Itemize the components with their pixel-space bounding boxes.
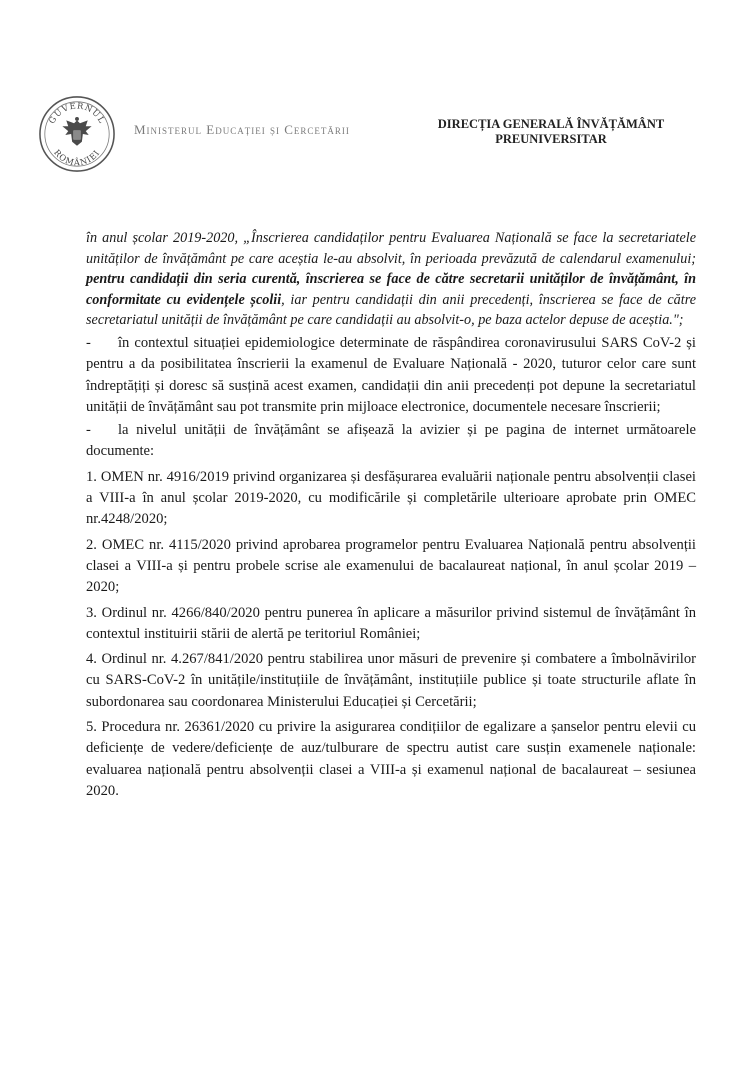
quote-text-1: în anul școlar 2019-2020, „Înscrierea candidaților pentru Evaluarea Națională se face la secretariatele unităților de învățământ pe care aceștia le-au absolvit, în perioada prevăzută de calendarul examenului; (86, 230, 696, 267)
bullet-text-1: în contextul situației epidemiologice determinate de răspândirea coronavirusului SARS CoV-2 și pentru a da posibilitatea înscrierii la examenul de Evaluare Națională - 2020, tuturor celor care sunt îndreptățiți și doresc să susțină acest examen, candidații din anii precedenți pot depune la secretariatul unității de învățământ sau pot transmite prin mijloace electronice, documentele necesare înscrierii; (86, 334, 696, 415)
bullet-item-2 (86, 420, 696, 463)
document-list-item-2: 2. OMEC nr. 4115/2020 privind aprobarea programelor pentru Evaluarea Națională pentru absolvenții clasei a VIII-a și pentru probele scrise ale examenului de bacalaureat național, în anul școlar 2019 – 2020; (86, 536, 696, 596)
bullet-text-2: la nivelul unității de învățământ se afișează la avizier și pe pagina de internet următoarele documente: (86, 422, 696, 460)
bullet-item-1 (86, 333, 696, 418)
government-seal-icon (38, 95, 116, 173)
seal-text-top: GUVERNUL (46, 100, 108, 126)
document-body (86, 228, 696, 802)
document-list-item-1: 1. OMEN nr. 4916/2019 privind organizarea și desfășurarea evaluării naționale pentru absolvenții clasei a VIII-a în anul școlar 2019-2020, cu modificările și completările ulterioare aprobate prin OMEC nr.4248/2020; (86, 468, 696, 528)
quote-text-2: , iar pentru candidații din anii precedenți, înscrierea se face de către secretariatul unității de învățământ pe care candidații au absolvit-o, pe baza actelor depuse de aceștia."; (86, 291, 697, 329)
document-list-item-3: 3. Ordinul nr. 4266/840/2020 pentru punerea în aplicare a măsurilor privind sistemul de învățământ în contextul instituirii stării de alertă pe teritoriul României; (86, 604, 696, 642)
document-list-item-4: 4. Ordinul nr. 4.267/841/2020 pentru stabilirea unor măsuri de prevenire și combatere a îmbolnăvirilor cu SARS-CoV-2 în unitățile/instituțiile de învățământ, instituțiile publice și toate structurile aflate în subordonarea sau coordonarea Ministerului Educației și Cercetării; (86, 651, 696, 710)
bullet-dash: - (86, 422, 91, 439)
directorate-title (420, 117, 682, 147)
seal-text-bottom: ROMÂNIEI (52, 147, 102, 168)
svg-text:ROMÂNIEI (52, 147, 102, 167)
bullet-dash: - (86, 334, 91, 351)
quote-bold-text: pentru candidații din seria curentă, înscrierea se face de către secretarii unităților de învățământ, în conformitate cu evidențele școlii (86, 271, 696, 308)
directorate-line-1: DIRECȚIA GENERALĂ ÎNVĂȚĂMÂNT (437, 117, 665, 131)
quoted-paragraph (86, 228, 696, 331)
document-list-item-5: 5. Procedura nr. 26361/2020 cu privire la asigurarea condițiilor de egalizare a șanselor pentru elevii cu deficiențe de vedere/deficiențe de auz/tulburare de spectru autist care susțin examenele naționale: evaluarea națională pentru absolvenții clasei a VIII-a și examenul național de bacalaureat – sesiunea 2020. (86, 719, 696, 799)
ministry-name: Ministerul Educației și Cercetării (134, 122, 350, 137)
directorate-line-2: PREUNIVERSITAR (495, 132, 607, 146)
